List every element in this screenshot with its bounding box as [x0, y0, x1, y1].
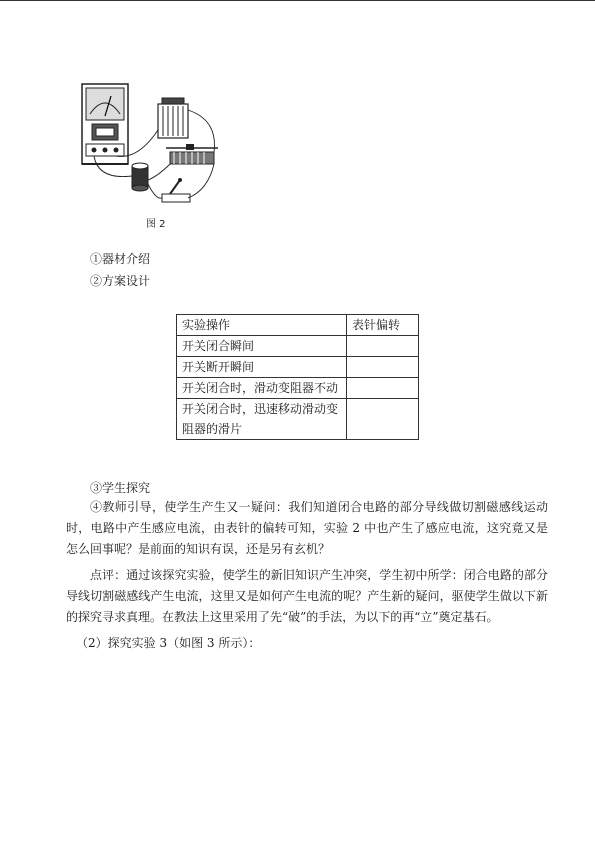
table-row [177, 336, 419, 357]
paragraph-comment: 点评：通过该探究实验，使学生的新旧知识产生冲突，学生初中所学：闭合电路的部分导线切割磁感线产生电流，这里又是如何产生电流的呢？产生新的疑问，驱使学生做以下新的探究寻求真理。在教法上这里采用了先“破”的手法，为以下的再“立”奠定基石。 [66, 568, 548, 624]
figure-caption: 图 2 [146, 219, 166, 230]
table-cell: 开关断开瞬间 [177, 357, 347, 378]
battery-icon [158, 98, 188, 138]
experiment-table [176, 314, 419, 440]
section-explore: ③学生探究 [90, 481, 151, 495]
table-header-row [177, 315, 419, 336]
paragraph-guide: ④教师引导，使学生产生又一疑问：我们知道闭合电路的部分导线做切割磁感线运动时，电路中产生感应电流，由表针的偏转可知，实验 2 中也产生了感应电流，这究竟又是怎么回事呢？是前面的知识有误，还是另有玄机？ [66, 500, 548, 556]
section-design: ②方案设计 [90, 274, 151, 288]
galvanometer-icon [82, 84, 128, 164]
table-cell: 开关闭合瞬间 [177, 336, 347, 357]
table-row [177, 378, 419, 399]
top-rule [0, 0, 595, 1]
switch-icon [162, 178, 190, 202]
table-row [177, 357, 419, 378]
coil-icon [132, 163, 148, 191]
paragraph-next: （2）探究实验 3（如图 3 所示）： [76, 636, 261, 650]
section-intro: ①器材介绍 [90, 252, 151, 266]
apparatus-figure [78, 80, 228, 235]
table-header-cell: 实验操作 [177, 315, 347, 336]
table-cell [347, 399, 419, 440]
table-cell: 开关闭合时，迅速移动滑动变阻器的滑片 [177, 399, 347, 440]
table-cell: 开关闭合时，滑动变阻器不动 [177, 378, 347, 399]
table-cell [347, 357, 419, 378]
table-header-cell: 表针偏转 [347, 315, 419, 336]
table-cell [347, 336, 419, 357]
table-cell [347, 378, 419, 399]
table-row [177, 399, 419, 440]
rheostat-icon [166, 144, 218, 164]
